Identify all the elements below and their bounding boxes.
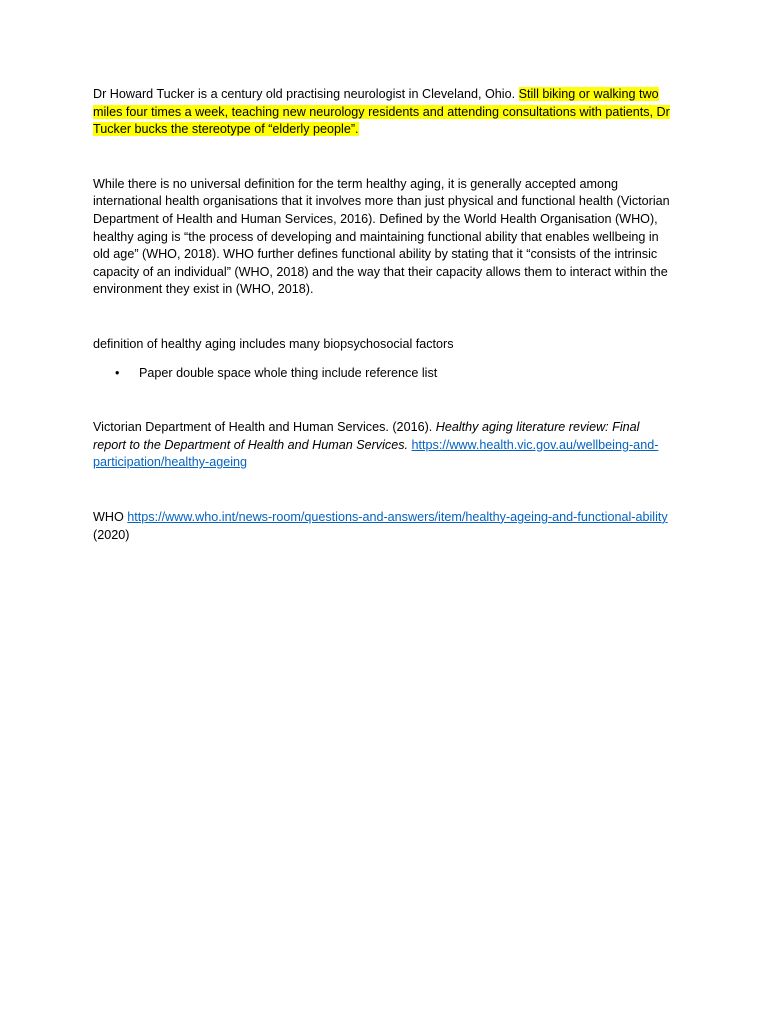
reference-2-suffix: (2020): [93, 527, 130, 542]
list-item-text: Paper double space whole thing include reference list: [139, 365, 438, 380]
bullet-list: [93, 365, 675, 383]
reference-2-link[interactable]: https://www.who.int/news-room/questions-and-answers/item/healthy-ageing-and-functional-ability: [127, 509, 668, 524]
definition-paragraph: While there is no universal definition for the term healthy aging, it is generally accepted among international health organisations that it involves more than just physical and functional health (Victorian Department of Health and Human Services, 2016). Defined by the World Health Organisation (WHO), healthy aging is “the process of developing and maintaining functional ability that enables wellbeing in old age” (WHO, 2018). WHO further defines functional ability by stating that it “consists of the intrinsic capacity of an individual” (WHO, 2018) and the way that their capacity allows them to interact within the environment they exist in (WHO, 2018).: [93, 176, 670, 297]
reference-1-authors: Victorian Department of Health and Human Services. (2016).: [93, 420, 436, 435]
reference-2: [93, 509, 675, 544]
highlighted-text: Still biking or walking two miles four times a week, teaching new neurology residents and attending consultations with patients, Dr Tucker bucks the stereotype of “elderly people”.: [93, 87, 670, 137]
note-paragraph: definition of healthy aging includes many biopsychosocial factors: [93, 336, 454, 351]
reference-1-link[interactable]: https://www.health.vic.gov.au/wellbeing-and-participation/healthy-ageing: [93, 437, 659, 470]
reference-1-title: Healthy aging literature review: Final report to the Department of Health and Human Services.: [93, 420, 640, 452]
intro-plain-text: Dr Howard Tucker is a century old practising neurologist in Cleveland, Ohio.: [93, 87, 519, 101]
bullet-icon: •: [115, 365, 120, 380]
reference-2-prefix: WHO: [93, 509, 128, 524]
intro-paragraph: [93, 86, 675, 139]
list-item: [93, 365, 675, 383]
reference-1: [93, 419, 675, 472]
